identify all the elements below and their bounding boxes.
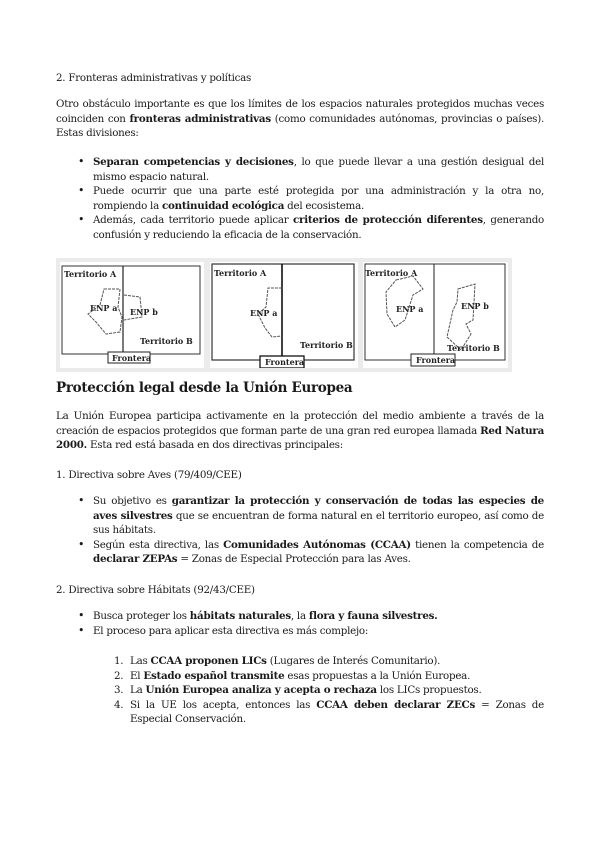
text-run: Las — [130, 655, 151, 667]
bullet-item — [56, 155, 544, 184]
text-run: Esta red está basada en dos directivas principales: — [87, 439, 343, 452]
eu-protection-heading: Protección legal desde la Unión Europea — [56, 380, 353, 396]
bold-text: fronteras administrativas — [129, 112, 271, 125]
bold-text: hábitats naturales — [189, 610, 291, 622]
text-run: , generando confusión y reduciendo la eficacia de la conservación. — [93, 214, 544, 241]
bold-text: criterios de protección diferentes — [293, 214, 483, 227]
diagram-panel-separate-enps — [363, 262, 508, 368]
border-label: Frontera — [112, 353, 152, 363]
numbered-step — [56, 654, 544, 669]
territory-b-label: Territorio B — [140, 336, 193, 346]
bold-text: declarar ZEPAs — [93, 553, 178, 566]
bullet-item — [56, 494, 544, 538]
text-run: El proceso para aplicar esta directiva es más complejo: — [93, 624, 369, 637]
bold-text: garantizar la protección y conservación de todas las especies de aves silvestres — [93, 495, 544, 522]
bold-text: Separan competencias y decisiones — [93, 156, 294, 168]
bold-text: CCAA proponen LICs — [150, 655, 267, 667]
text-run: Según esta directiva, las — [93, 538, 224, 551]
enp-b-label: ENP b — [130, 307, 158, 317]
text-run: del ecosistema. — [284, 199, 364, 212]
border-bullets — [56, 155, 544, 243]
diagram-panel-single-enp — [210, 262, 358, 368]
habitats-directive-title: 2. Directiva sobre Hábitats (92/43/CEE) — [56, 584, 255, 596]
text-run: Busca proteger los — [93, 610, 190, 622]
border-label: Frontera — [416, 355, 456, 365]
border-diagram-figure — [56, 258, 512, 372]
text-run: = Zonas de Especial Conservación. — [130, 698, 544, 726]
territory-b-label: Territorio B — [300, 340, 353, 350]
step-number: 4. — [114, 698, 124, 711]
bullet-item — [56, 184, 544, 213]
step-number: 2. — [114, 669, 124, 682]
text-run: Si la UE los acepta, entonces las — [130, 698, 317, 711]
text-run: La Unión Europea participa activamente en la protección del medio ambiente a través de la creación de espacios protegidos que forman parte de una gran red europea llamada — [56, 410, 544, 437]
bold-text: Red Natura 2000. — [56, 424, 544, 452]
text-run: Su objetivo es — [93, 495, 172, 507]
intro-paragraph — [56, 97, 544, 141]
text-run: El — [130, 669, 144, 682]
diagram-panel-split-enps — [60, 262, 204, 368]
birds-bullets — [56, 494, 544, 567]
enp-a-label: ENP a — [250, 308, 278, 318]
bullet-item — [56, 538, 544, 567]
habitats-steps — [56, 654, 544, 727]
territory-a-label: Territorio A — [365, 268, 418, 278]
bold-text: Unión Europea analiza y acepta o rechaza — [145, 684, 377, 697]
step-number: 3. — [114, 684, 124, 697]
enp-a-label: ENP a — [90, 303, 118, 313]
territory-b-label: Territorio B — [447, 343, 500, 353]
bold-text: continuidad ecológica — [162, 199, 285, 212]
eu-paragraph — [56, 409, 544, 453]
text-run: que se encuentran de forma natural en el territorio europeo, así como de sus hábitats. — [93, 509, 544, 537]
numbered-step — [56, 683, 544, 698]
text-run: = Zonas de Especial Protección para las Aves. — [177, 553, 411, 566]
text-run: Puede ocurrir que una parte esté protegida por una administración y la otra no, rompiendo la — [93, 185, 544, 212]
text-run: esas propuestas a la Unión Europea. — [284, 669, 471, 682]
text-run: los LICs propuestos. — [376, 684, 482, 697]
section-title-borders: 2. Fronteras administrativas y políticas — [56, 72, 252, 84]
enp-a-label: ENP a — [396, 304, 424, 314]
text-run: (Lugares de Interés Comunitario). — [266, 655, 441, 667]
territory-a-label: Territorio A — [64, 269, 117, 279]
text-run: (como comunidades autónomas, provincias o países). Estas divisiones: — [56, 112, 544, 140]
text-run: tienen la competencia de — [410, 538, 544, 551]
bullet-item — [56, 213, 544, 242]
text-run: , lo que puede llevar a una gestión desigual del mismo espacio natural. — [93, 156, 544, 183]
bold-text: CCAA deben declarar ZECs — [316, 698, 476, 711]
numbered-step — [56, 698, 544, 727]
numbered-step — [56, 669, 544, 684]
bold-text: Estado español transmite — [143, 669, 285, 682]
border-label: Frontera — [265, 357, 305, 367]
text-run: Otro obstáculo importante es que los límites de los espacios naturales protegidos muchas veces coinciden con — [56, 98, 544, 125]
text-run: , la — [290, 610, 309, 622]
step-number: 1. — [114, 655, 124, 667]
text-run: La — [130, 684, 146, 697]
bold-text: Comunidades Autónomas (CCAA) — [223, 538, 411, 551]
enp-b-label: ENP b — [461, 301, 489, 311]
birds-directive-title: 1. Directiva sobre Aves (79/409/CEE) — [56, 469, 242, 481]
habitats-bullets — [56, 609, 544, 638]
territory-a-label: Territorio A — [214, 268, 267, 278]
bullet-item — [56, 624, 544, 639]
text-run: Además, cada territorio puede aplicar — [93, 214, 293, 227]
bullet-item — [56, 609, 544, 624]
bold-text: flora y fauna silvestres. — [308, 610, 438, 622]
